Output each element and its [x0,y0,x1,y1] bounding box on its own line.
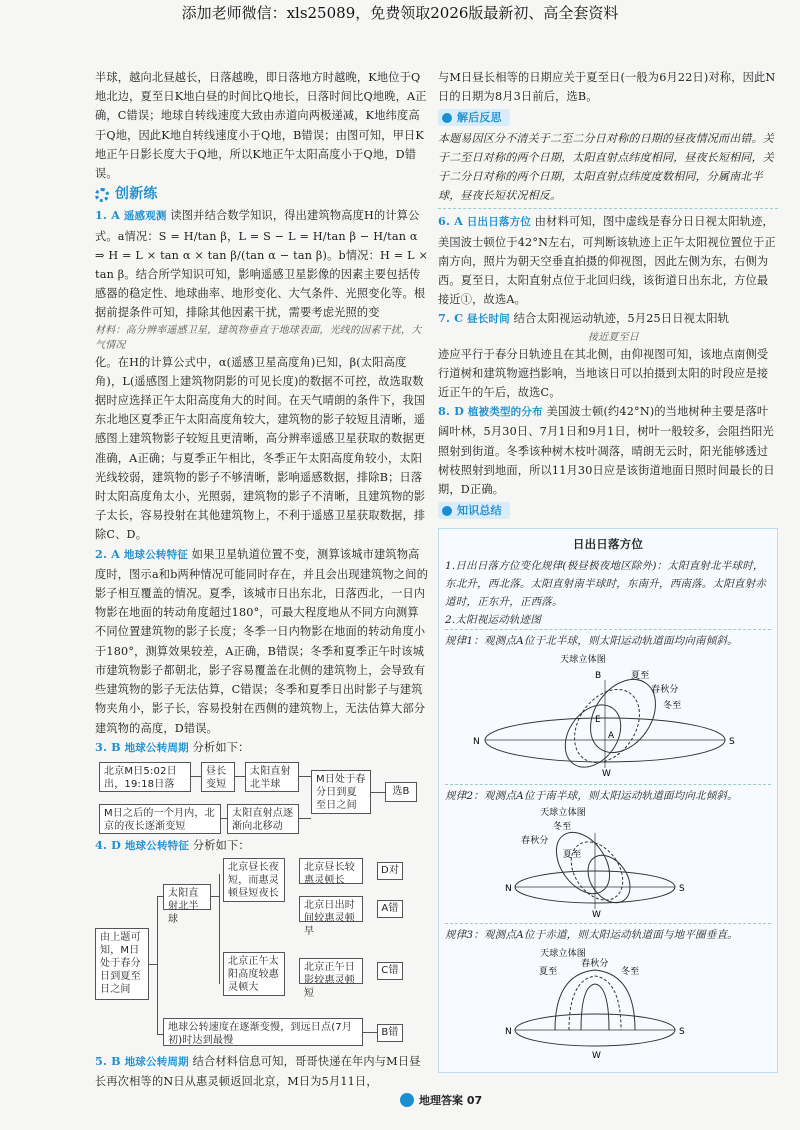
diagram-label: N [505,1027,512,1038]
diagram-label: W [592,1051,602,1062]
answer-number: 2. A [95,546,121,561]
answer-number: 3. B [95,739,121,754]
promo-banner: 添加老师微信：xls25089，免费领取2026版最新初、高全套资料 [181,4,619,22]
label-text: 知识总结 [457,504,502,518]
diagram-label: 春秋分 [521,836,549,847]
answer-text: 分析如下： [192,838,250,852]
flow-box: M日之后的一个月内，北京的夜长逐渐变短 [99,804,221,834]
answer-number: 4. D [95,837,122,852]
diagram-label: E [595,715,601,726]
summary-point: 1.日出日落方位变化规律(极昼极夜地区除外)：太阳直射北半球时，东北升，西北落。太阳直射南半球时，东南升，西南落。太阳直射赤道时，正东升，正西落。 [445,560,766,609]
flow-box: 太阳直射北半球 [245,762,299,792]
celestial-diagram-north [445,650,765,778]
summary-point: 2.太阳视运动轨迹图 [445,614,542,627]
celestial-diagram-equator [445,944,765,1062]
section-title: 创新练 [115,186,158,203]
answer-4 [95,836,430,856]
left-column [95,68,430,1092]
topic-tag: 地球公转周期 [124,1056,189,1069]
book-icon [442,506,452,516]
handwritten-note: 材料：高分辨率遥感卫星，建筑物垂直于地球表面，光线的因素干扰，大气情况 [95,324,422,351]
answer-badge: 选B [385,782,417,802]
flowchart-q3 [95,758,430,836]
answer-number: 5. B [95,1054,121,1069]
flow-box: 北京正午日影较惠灵顿短 [299,958,363,984]
celestial-diagram-south [445,805,765,917]
flow-box: 地球公转速度在逐渐变慢，到远日点(7月初)时达到最慢 [163,1018,363,1046]
answer-badge: B错 [377,1024,403,1042]
topic-tag: 植被类型的分布 [467,406,543,419]
diagram-label: 夏至 [539,967,558,978]
paragraph: 与M日昼长相等的日期应关于夏至日(一般为6月22日)对称，因此N日的日期为8月3日前后，选B。 [438,71,776,104]
topic-tag: 地球公转特征 [123,548,189,561]
right-column [438,68,778,1073]
diagram-label: 夏至 [631,671,650,682]
paragraph: 半球，越向北昼越长，日落越晚，即日落地方时越晚，K地位于Q地北边，夏至日K地白昼的时间比Q地长，日落时间比Q地晚，A正确，C错误；地球自转线速度大致由赤道向两极递减，K地纬度高于Q地，因此K地自转线速度小于Q地，B错误；由图可知，甲日K地正午日影长度大于Q地，所以K地正午太阳高度小于Q地，D错误。 [95,71,427,181]
summary-title: 日出日落方位 [572,537,644,552]
diagram-label: W [602,769,612,779]
flow-box: 北京M日5:02日出，19:18日落 [99,762,191,792]
diagram-label: 春秋分 [581,959,609,970]
answer-text: 由材料可知，图中虚线是春分日日视太阳轨迹，美国波士顿位于42°N左右，可判断该轨迹上正午太阳视位置位于正南方向，照片为朝天空垂直拍摄的仰视图，因此左侧为东，右侧为西。夏至日，太阳直射点位于北回归线，该街道日出东北，方位最接近①，故选A。 [438,215,776,307]
answer-badge: D对 [377,862,403,880]
diagram-label: 冬至 [621,967,640,978]
topic-tag: 地球公转特征 [124,839,190,852]
diagram-title: 天球立体图 [560,655,607,666]
section-heading [95,185,430,204]
diagram-label: A [608,731,615,742]
answer-text: 美国波士顿(约42°N)的当地树种主要是落叶阔叶林，5月30日、7月1日和9月1日，树叶一般较多，会阻挡阳光照射到街道。冬季该种树木枝叶凋落，晴朗无云时，阳光能够透过树枝照射到地面，所以11月30日应是该街道地面日照时间最长的日期，D正确。 [438,405,775,497]
answer-text: 读图并结合数学知识，得出建筑物高度H的计算公式。a情况：S = H/tan β，L = S − L = H/tan β − H/tan α ⇒ H = L × tan α × tan β/(tan α − tan β)。b情况：H = L × tan β。结合所学知识可知，影响遥感卫星影像的因素主要包括传感器的稳定性、地球曲率、地形变化、大气条件、光照变化等。根据前提条件可知，排除其他因素干扰，需要考虑光照的变 [95,209,429,320]
topic-tag: 昼长时间 [467,313,510,326]
handwritten-note: 接近夏至日 [588,331,639,343]
answer-badge: A错 [377,900,403,918]
flow-box: 太阳直射北半球 [163,884,211,910]
diagram-label: W [592,910,602,918]
answer-text: 结合材料信息可知，哥哥快递在年内与M日昼长再次相等的N日从惠灵顿返回北京，M日为5月11日， [95,1055,421,1089]
diagram-label: N [505,884,512,895]
answer-1 [95,206,430,322]
gear-icon [95,188,109,202]
answer-number: 1. A [95,208,121,223]
diagram-title: 天球立体图 [540,949,587,960]
logo-icon [400,1093,414,1107]
diagram-label: B [595,671,602,682]
rule-text: 规律3：观测点A位于赤道，则太阳运动轨道面与地平圈垂直。 [445,923,771,944]
flow-box: 昼长变短 [201,762,235,792]
reflection-text: 本题易因区分不清关于二至二分日对称的日期的昼夜情况而出错。关于二至日对称的两个日期，太阳直射点纬度相同，昼夜长短相同，关于二分日对称的两个日期，太阳直射点纬度度数相同，分属南北半球，昼夜长短状况相反。 [438,129,778,209]
answer-text-cont: 化。在H的计算公式中，α(遥感卫星高度角)已知，β(太阳高度角)，L(遥感图上建筑物阴影的可见长度)的数据不可控，故选取数据时应选择正午太阳高度角大的时间。在天气晴朗的条件下，我国东北地区夏季正午太阳高度角较大，建筑物的影子较短且清晰，遥感图上建筑物影子较短且更清晰，高分辨率遥感卫星获取的数据更准确，A正确；与夏季正午相比，冬季正午太阳高度角较小，太阳光线较弱，建筑物的影子不够清晰，影响遥感数据，排除B；日落时太阳高度角太小，光照弱，建筑物的影子不清晰，且建筑物的影子太长，容易投射在其他建筑物上，不利于遥感卫星获取数据，排除C、D。 [95,355,426,542]
answer-badge: C错 [377,962,403,980]
flowchart-q4 [95,856,430,1052]
knowledge-summary [438,528,778,1073]
flow-box: 由上题可知，M日处于春分日到夏至日之间 [95,928,149,1000]
label-text: 解后反思 [457,111,502,125]
answer-text-cont: 迹应平行于春分日轨迹且在其北侧，由仰视图可知，该地点南侧受行道树和建筑物遮挡影响，当地该日可以拍摄到太阳的时段应是接近正午的午后，故选C。 [438,347,769,400]
diagram-label: S [729,737,735,748]
page-number: 地理答案 07 [419,1094,483,1107]
topic-tag: 日出日落方位 [466,216,532,229]
flow-box: 北京日出时间较惠灵顿早 [299,896,363,922]
topic-tag: 地球公转周期 [124,741,189,754]
flow-box: M日处于春分日到夏至日之间 [311,770,371,814]
summary-label [438,502,510,519]
answer-text: 结合太阳视运动轨迹，5月25日日视太阳轨 [513,312,730,326]
answer-text: 如果卫星轨道位置不变，测算该城市建筑物高度时，图示a和b两种情况可能同时存在，并且会出现建筑物之间的影子相互覆盖的情况。夏季，该城市日出东北，日落西北，一日内物影在地面的转动角度超过180°，可最大程度地从不同方向测算不同位置建筑物的影子长度；冬季一日内物影在地面的转动角度小于180°，测算效果较差，A正确，B错误；冬季和夏季正午时该城市建筑物影子都朝北，影子容易覆盖在北侧的建筑物上，会导致有些建筑物的影子无法估算，C错误；冬季和夏季日出时影子与建筑物夹角小，影子长，容易投射在西侧的建筑物上，无法估算大部分建筑物的高度，D错误。 [95,547,429,735]
answer-6 [438,212,778,309]
answer-number: 6. A [438,214,464,229]
page-footer [400,1091,520,1109]
answer-5 [95,1052,430,1091]
diagram-label: 冬至 [663,701,682,712]
bulb-icon [442,113,452,123]
diagram-label: 春秋分 [651,685,679,696]
flow-box: 北京昼长较惠灵顿长 [299,858,363,884]
answer-3 [95,738,430,758]
rule-text: 规律1：观测点A位于北半球，则太阳运动轨道面均向南倾斜。 [445,629,771,650]
answer-2 [95,545,430,738]
diagram-title: 天球立体图 [540,808,587,819]
answer-number: 8. D [438,404,465,419]
diagram-label: 夏至 [563,850,582,861]
diagram-label: N [473,737,480,748]
flow-box: 北京正午太阳高度较惠灵顿大 [223,952,285,996]
diagram-label: 冬至 [553,822,572,833]
rule-text: 规律2：观测点A位于南半球，则太阳运动轨道面均向北倾斜。 [445,784,771,805]
answer-number: 7. C [438,311,464,326]
diagram-label: S [679,884,685,895]
reflection-label [438,109,510,126]
flow-box: 北京昼长夜短，而惠灵顿昼短夜长 [223,858,285,902]
diagram-label: S [679,1027,685,1038]
answer-text: 分析如下： [192,740,250,754]
answer-7 [438,309,778,329]
flow-box: 太阳直射点逐渐向北移动 [227,804,299,834]
answer-8 [438,402,778,499]
topic-tag: 遥感观测 [123,210,167,223]
